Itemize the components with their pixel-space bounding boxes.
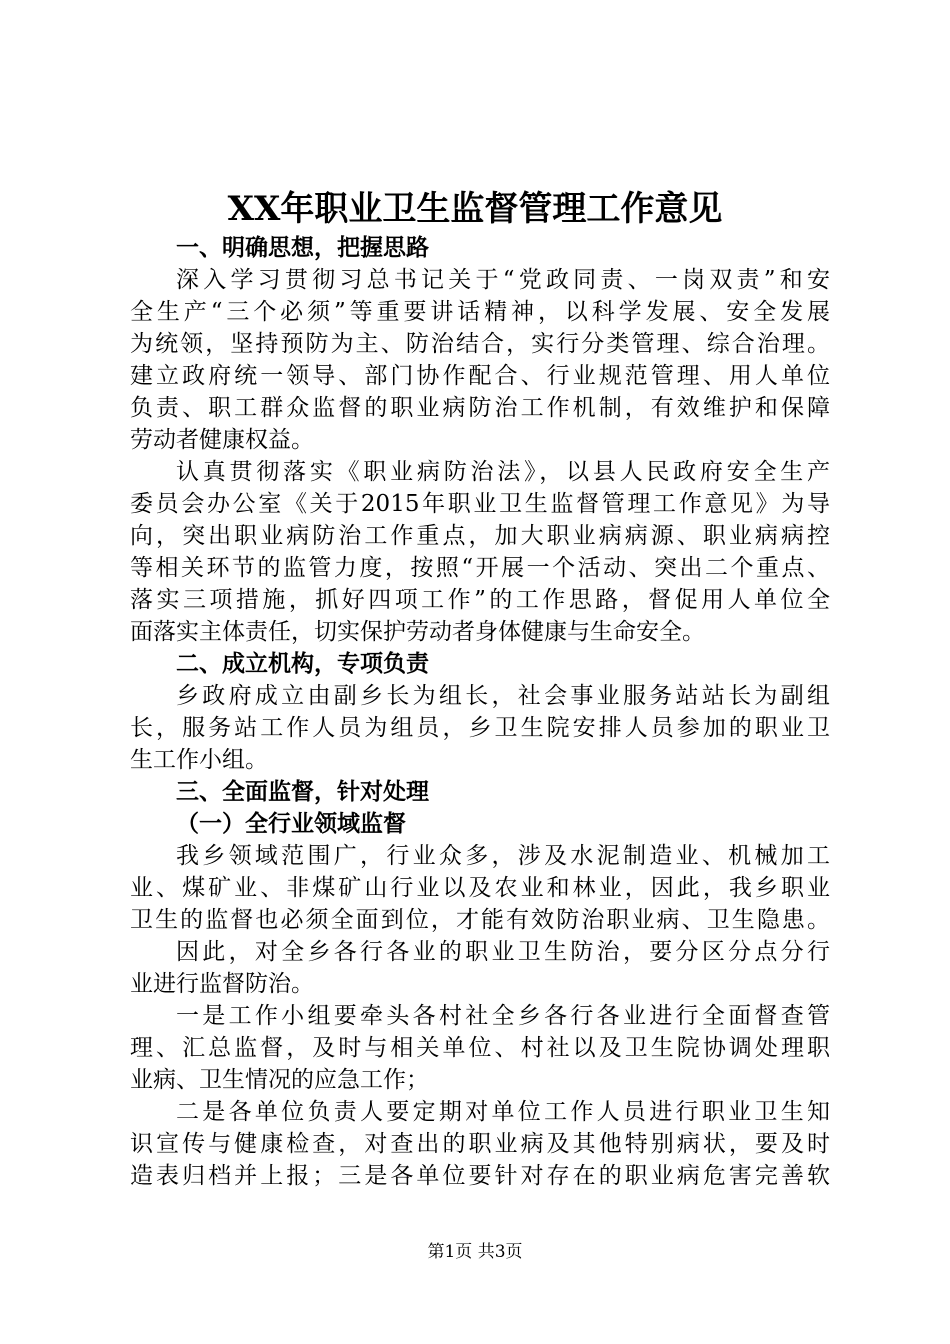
paragraph-line: 向，突出职业病防治工作重点，加大职业病病源、职业病病控 [130,523,830,549]
paragraph-line: 我乡领域范围广，行业众多，涉及水泥制造业、机械加工 [176,843,830,869]
paragraph-line: 业病、卫生情况的应急工作； [130,1067,429,1093]
section-heading: 三、全面监督，针对处理 [176,779,429,805]
section-heading: （一）全行业领域监督 [176,811,406,837]
paragraph-line: 负责、职工群众监督的职业病防治工作机制，有效维护和保障 [130,395,830,421]
paragraph-line: 深入学习贯彻习总书记关于“党政同责、一岗双责”和安 [176,267,830,293]
paragraph-line: 等相关环节的监管力度，按照“开展一个活动、突出二个重点、 [130,555,830,581]
paragraph-line: 委员会办公室《关于2015年职业卫生监督管理工作意见》为导 [130,491,830,517]
paragraph-line: 理、汇总监督，及时与相关单位、村社以及卫生院协调处理职 [130,1035,830,1061]
section-heading: 二、成立机构，专项负责 [176,651,429,677]
section-heading: 一、明确思想，把握思路 [176,235,429,261]
paragraph-line: 面落实主体责任，切实保护劳动者身体健康与生命安全。 [130,619,705,645]
paragraph-line: 乡政府成立由副乡长为组长，社会事业服务站站长为副组 [176,683,830,709]
paragraph-line: 长，服务站工作人员为组员，乡卫生院安排人员参加的职业卫 [130,715,830,741]
paragraph-line: 认真贯彻落实《职业病防治法》，以县人民政府安全生产 [176,459,830,485]
paragraph-line: 生工作小组。 [130,747,268,773]
document-body [130,232,830,1192]
paragraph-line: 识宣传与健康检查，对查出的职业病及其他特别病状，要及时 [130,1131,830,1157]
paragraph-line: 二是各单位负责人要定期对单位工作人员进行职业卫生知 [176,1099,830,1125]
paragraph-line: 建立政府统一领导、部门协作配合、行业规范管理、用人单位 [130,363,830,389]
paragraph-line: 卫生的监督也必须全面到位，才能有效防治职业病、卫生隐患。 [130,907,830,933]
paragraph-line: 全生产“三个必须”等重要讲话精神，以科学发展、安全发展 [130,299,830,325]
paragraph-line: 业进行监督防治。 [130,971,314,997]
paragraph-line: 业、煤矿业、非煤矿山行业以及农业和林业，因此，我乡职业 [130,875,830,901]
paragraph-line: 造表归档并上报；三是各单位要针对存在的职业病危害完善软 [130,1163,830,1189]
paragraph-line: 一是工作小组要牵头各村社全乡各行各业进行全面督查管 [176,1003,830,1029]
paragraph-line: 因此，对全乡各行各业的职业卫生防治，要分区分点分行 [176,939,830,965]
paragraph-line: 落实三项措施，抓好四项工作”的工作思路，督促用人单位全 [130,587,830,613]
document-title: XX年职业卫生监督管理工作意见 [227,189,723,229]
paragraph-line: 劳动者健康权益。 [130,427,314,453]
page-footer: 第1页 共3页 [427,1242,523,1262]
paragraph-line: 为统领，坚持预防为主、防治结合，实行分类管理、综合治理。 [130,331,830,357]
